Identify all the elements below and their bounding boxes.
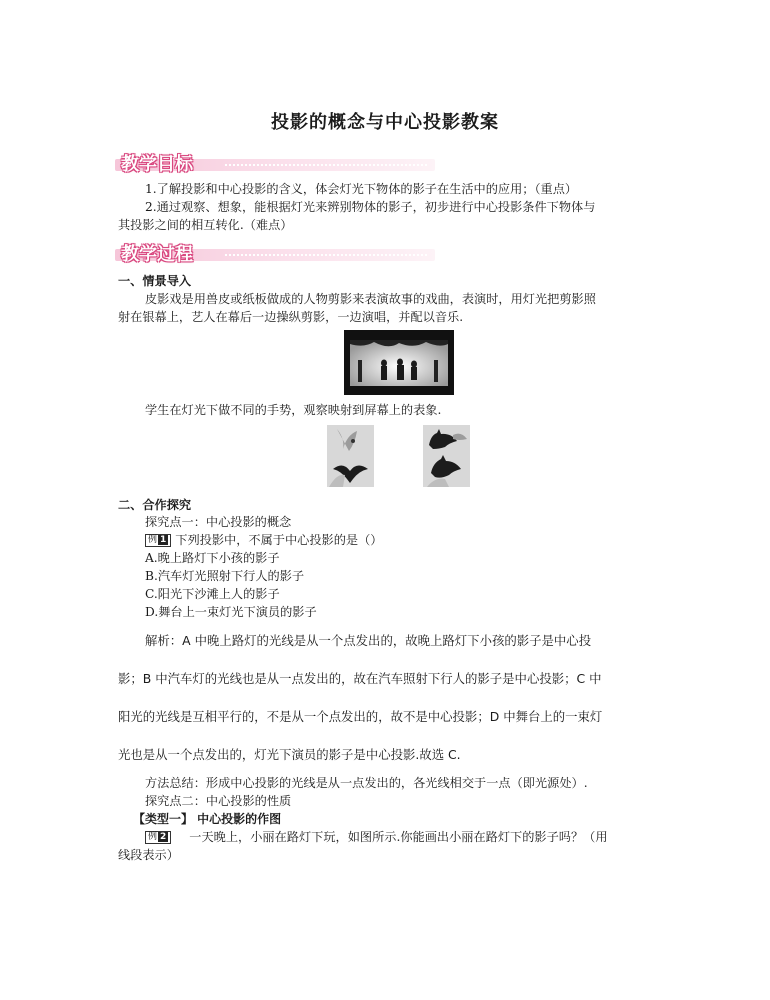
- analysis-line-2: 影；B 中汽车灯的光线也是从一点发出的，故在汽车照射下行人的影子是中心投影；C 中: [118, 671, 602, 686]
- objective-item-2-line1: 2.通过观察、想象，能根据灯光来辨别物体的影子，初步进行中心投影条件下物体与: [145, 200, 596, 214]
- example-badge: 例 2: [145, 831, 171, 844]
- section-banner-objectives: [115, 150, 435, 176]
- analysis-line-4: 光也是从一个点发出的，灯光下演员的影子是中心投影.故选 C.: [118, 747, 461, 762]
- option-a: A.晚上路灯下小孩的影子: [145, 551, 280, 565]
- example-2-line1: 例 2 一天晚上，小丽在路灯下玩，如图所示.你能画出小丽在路灯下的影子吗？（用: [145, 828, 608, 846]
- section-label-process: 教学过程: [121, 244, 193, 265]
- section-label-objectives: 教学目标: [121, 154, 193, 175]
- page-title: 投影的概念与中心投影教案: [271, 112, 499, 133]
- type-1-heading: 【类型一】 中心投影的作图: [133, 812, 282, 826]
- objective-item-1: 1.了解投影和中心投影的含义，体会灯光下物体的影子在生活中的应用；（重点）: [145, 182, 578, 196]
- analysis-line-1: 解析：A 中晚上路灯的光线是从一个点发出的，故晚上路灯下小孩的影子是中心投: [145, 633, 592, 648]
- option-c: C.阳光下沙滩上人的影子: [145, 587, 280, 601]
- intro-paragraph-line3: 学生在灯光下做不同的手势，观察映射到屏幕上的表象.: [145, 403, 442, 417]
- explore-point-2: 探究点二：中心投影的性质: [145, 794, 292, 808]
- example-2-line2: 线段表示）: [118, 848, 179, 862]
- example-badge: 例 1: [145, 534, 171, 547]
- analysis-line-3: 阳光的光线是互相平行的，不是从一个点发出的，故不是中心投影；D 中舞台上的一束灯: [118, 709, 603, 724]
- option-d: D.舞台上一束灯光下演员的影子: [145, 605, 317, 619]
- hand-shadow-bird-image: [327, 425, 374, 487]
- hand-shadow-dog-horse-image: [423, 425, 470, 487]
- example-1-question: 例 1 下列投影中，不属于中心投影的是（）: [145, 531, 382, 549]
- section-banner-process: [115, 240, 435, 266]
- intro-paragraph-line2: 射在银幕上，艺人在幕后一边操纵剪影，一边演唱，并配以音乐.: [118, 310, 464, 324]
- intro-heading: 一、情景导入: [118, 274, 192, 288]
- shadow-puppet-image: [344, 330, 454, 395]
- option-b: B.汽车灯光照射下行人的影子: [145, 569, 305, 583]
- cooperation-heading: 二、合作探究: [118, 498, 192, 512]
- objective-item-2-line2: 其投影之间的相互转化.（难点）: [118, 218, 293, 232]
- explore-point-1: 探究点一：中心投影的概念: [145, 515, 292, 529]
- intro-paragraph-line1: 皮影戏是用兽皮或纸板做成的人物剪影来表演故事的戏曲，表演时，用灯光把剪影照: [145, 292, 596, 306]
- method-summary: 方法总结：形成中心投影的光线是从一点发出的，各光线相交于一点（即光源处）.: [145, 776, 588, 790]
